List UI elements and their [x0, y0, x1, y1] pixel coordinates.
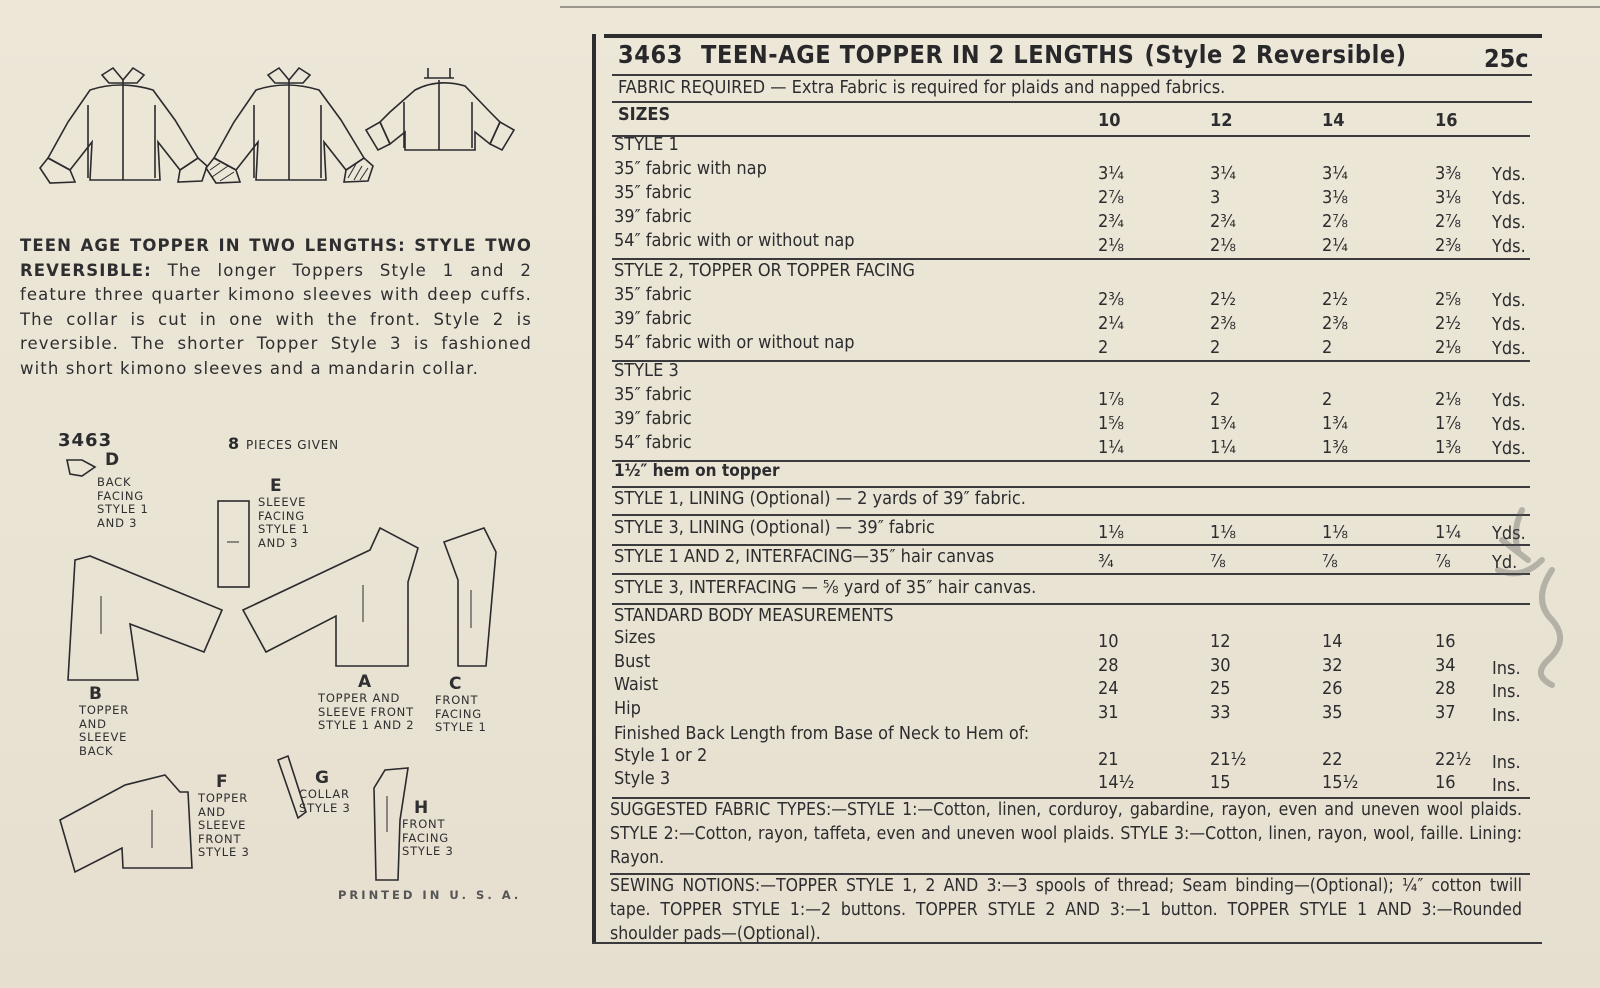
yardage-row-value: 2⅜ — [1435, 235, 1461, 256]
yardage-row-label: 54″ fabric with or without nap — [614, 230, 855, 251]
measurement-value: 25 — [1210, 678, 1231, 699]
yardage-row-value: 2¾ — [1210, 211, 1236, 232]
yardage-row-value: 3 — [1210, 187, 1221, 208]
rule — [612, 74, 1532, 76]
garment-sketches — [20, 50, 540, 200]
piece-b-label: B TOPPER AND SLEEVE BACK — [79, 684, 130, 758]
yardage-row-value: 1⅝ — [1098, 413, 1124, 434]
yardage-row-value: 2 — [1098, 337, 1109, 358]
section-heading: STYLE 2, TOPPER OR TOPPER FACING — [614, 260, 915, 281]
yardage-row-value: 2¼ — [1098, 313, 1124, 334]
rule — [612, 135, 1530, 137]
yardage-row-value: 3¼ — [1098, 163, 1124, 184]
yardage-row-label: 54″ fabric — [614, 432, 692, 453]
envelope-edge-line — [560, 6, 1600, 8]
piece-f-shape — [60, 775, 192, 872]
yardage-row-value: 2⅛ — [1210, 235, 1236, 256]
back-length-value: 16 — [1435, 772, 1456, 793]
measurement-value: 37 — [1435, 701, 1456, 723]
style3-lining-value: 1¼ — [1435, 522, 1461, 543]
description-heading: TEEN AGE TOPPER IN TWO LENGTHS: STYLE TWO REVERSIBLE: — [20, 236, 532, 280]
hem-note: 1½″ hem on topper — [614, 461, 780, 481]
back-length-unit: Ins. — [1492, 752, 1521, 773]
yardage-row-label: 39″ fabric — [614, 308, 692, 329]
yardage-row-label: 39″ fabric — [614, 206, 692, 227]
back-length-row-label: Style 1 or 2 — [614, 745, 708, 766]
pieces-given-text: PIECES GIVEN — [245, 438, 339, 452]
piece-h-label: H FRONT FACING STYLE 3 — [402, 798, 454, 858]
back-length-label: Finished Back Length from Base of Neck to Hem of: — [614, 723, 1030, 744]
piece-b-shape — [68, 556, 222, 680]
yardage-row-value: 2 — [1322, 389, 1333, 410]
yardage-row-value: 2½ — [1210, 289, 1236, 310]
yardage-row-value: 2⅛ — [1435, 389, 1461, 410]
yardage-row-value: 2⅜ — [1322, 313, 1348, 334]
yardage-row-label: 35″ fabric — [614, 384, 692, 405]
yardage-row-value: 3⅜ — [1435, 163, 1461, 184]
style1-lining-note: STYLE 1, LINING (Optional) — 2 yards of 39″ fabric. — [614, 488, 1026, 509]
sketch-style-1 — [40, 68, 207, 183]
yardage-row-unit: Yds. — [1492, 338, 1526, 359]
style12-interfacing-value: ⅞ — [1322, 551, 1338, 572]
style3-lining-value: 1⅛ — [1098, 522, 1124, 543]
pattern-number-label: 3463 — [58, 430, 113, 451]
measurement-value: 16 — [1435, 631, 1456, 652]
size-header: 12 — [1210, 110, 1233, 131]
style3-lining-value: 1⅛ — [1322, 522, 1348, 543]
yardage-row-value: 2⅞ — [1322, 211, 1348, 232]
yardage-row-value: 1⅞ — [1435, 413, 1461, 434]
measurement-label: Sizes — [614, 627, 656, 648]
measurement-value: 28 — [1435, 678, 1456, 699]
yardage-row-value: 3¼ — [1322, 163, 1348, 184]
printed-in-usa: PRINTED IN U. S. A. — [338, 888, 522, 902]
yardage-row-value: 1⅜ — [1322, 437, 1348, 458]
style3-lining-label: STYLE 3, LINING (Optional) — 39″ fabric — [614, 517, 935, 538]
piece-g-label: G COLLAR STYLE 3 — [299, 768, 351, 815]
yardage-row-value: 1⅞ — [1098, 389, 1124, 410]
yardage-row-value: 3⅛ — [1435, 187, 1461, 208]
style12-interfacing-value: ¾ — [1098, 551, 1114, 572]
yardage-row-value: 2 — [1210, 337, 1221, 358]
sketch-style-3 — [366, 68, 514, 150]
measurement-value: 24 — [1098, 678, 1119, 699]
yardage-row-label: 35″ fabric — [614, 284, 692, 305]
rule — [612, 101, 1532, 103]
yardage-row-value: 3¼ — [1210, 163, 1236, 184]
yardage-row-unit: Yds. — [1492, 314, 1526, 335]
style12-interfacing-value: ⅞ — [1435, 551, 1451, 572]
back-length-value: 21 — [1098, 749, 1119, 770]
back-length-value: 22½ — [1435, 749, 1472, 770]
yardage-row-value: 2 — [1322, 337, 1333, 358]
back-length-unit: Ins. — [1492, 775, 1521, 796]
size-header: 14 — [1322, 110, 1345, 131]
yardage-row-value: 2½ — [1322, 289, 1348, 310]
yardage-row-value: 1¾ — [1322, 413, 1348, 434]
back-length-value: 21½ — [1210, 749, 1247, 770]
yardage-row-unit: Yds. — [1492, 188, 1526, 209]
size-header: 16 — [1435, 110, 1458, 131]
back-length-value: 14½ — [1098, 772, 1135, 793]
yardage-row-value: 1¾ — [1210, 413, 1236, 434]
price: 25c — [1484, 44, 1529, 73]
chart-title — [618, 40, 1407, 69]
pattern-description — [20, 234, 532, 381]
piece-f-label: F TOPPER AND SLEEVE FRONT STYLE 3 — [198, 772, 250, 859]
measurement-label: Waist — [614, 674, 659, 695]
back-length-row-label: Style 3 — [614, 768, 671, 789]
yardage-row-value: 2⅛ — [1098, 235, 1124, 256]
style12-interfacing-value: ⅞ — [1210, 551, 1226, 572]
back-length-value: 15 — [1210, 772, 1231, 793]
measurement-unit: Ins. — [1492, 681, 1521, 702]
sketch-style-2 — [206, 68, 373, 183]
yardage-row-value: 1¼ — [1210, 437, 1236, 458]
suggested-fabric-types: SUGGESTED FABRIC TYPES:—STYLE 1:—Cotton, linen, corduroy, gabardine, rayon, even and uneven wool plaids. STYLE 2:—Cotton, rayon, taffeta, even and uneven wool plaids. STYLE 3:—Cotton, linen, rayon, wool, faille. Lining: Rayon. — [610, 800, 1522, 868]
yardage-row-label: 35″ fabric — [614, 182, 692, 203]
measurement-value: 33 — [1210, 701, 1231, 723]
piece-e-label: E SLEEVE FACING STYLE 1 AND 3 — [258, 476, 310, 550]
chart-subtitle: (Style 2 Reversible) — [1144, 40, 1407, 69]
back-length-value: 15½ — [1322, 772, 1359, 793]
yardage-row-value: 2⅜ — [1098, 289, 1124, 310]
style3-lining-value: 1⅛ — [1210, 522, 1236, 543]
yardage-row-value: 2¾ — [1098, 211, 1124, 232]
piece-d-label: D BACK FACING STYLE 1 AND 3 — [97, 450, 149, 530]
piece-e-shape — [218, 501, 249, 587]
yardage-row-unit: Yds. — [1492, 290, 1526, 311]
measurement-value: 14 — [1322, 631, 1343, 652]
style3-lining-unit: Yds. — [1492, 523, 1526, 544]
yardage-row-unit: Yds. — [1492, 212, 1526, 233]
yardage-row-value: 2⅞ — [1098, 187, 1124, 208]
yardage-row-unit: Yds. — [1492, 164, 1526, 185]
measurement-value: 10 — [1098, 631, 1119, 652]
yardage-row-value: 2⅝ — [1435, 289, 1461, 310]
measurement-label: Hip — [614, 697, 641, 719]
yardage-row-unit: Yds. — [1492, 414, 1526, 435]
rule — [612, 514, 1530, 516]
yardage-row-value: 2 — [1210, 389, 1221, 410]
chart-pattern-number: 3463 — [618, 40, 683, 69]
chart-title-text: TEEN-AGE TOPPER IN 2 LENGTHS — [701, 40, 1135, 69]
yardage-row-value: 1¼ — [1098, 437, 1124, 458]
sewing-notions: SEWING NOTIONS:—TOPPER STYLE 1, 2 AND 3:—3 spools of thread; Seam binding—(Optional); ¼″ cotton twill tape. TOPPER STYLE 1:—2 buttons. TOPPER STYLE 2 AND 3:—1 button. TOPPER STYLE 1 AND 3:—Rounded shoulder pads—(Optional). — [610, 876, 1522, 944]
piece-a-label: A TOPPER AND SLEEVE FRONT STYLE 1 AND 2 — [318, 672, 415, 732]
yardage-row-value: 1⅜ — [1435, 437, 1461, 458]
section-heading: STYLE 3 — [614, 360, 679, 381]
measurement-value: 32 — [1322, 654, 1343, 676]
yardage-row-label: 54″ fabric with or without nap — [614, 332, 855, 353]
yardage-row-value: 3⅛ — [1322, 187, 1348, 208]
style12-interfacing-unit: Yd. — [1492, 552, 1518, 573]
measurement-label: Bust — [614, 650, 651, 672]
measurement-unit: Ins. — [1492, 704, 1521, 726]
rule — [612, 360, 1530, 362]
measurement-value: 35 — [1322, 701, 1343, 723]
section-heading: STYLE 1 — [614, 134, 679, 155]
measurement-value: 28 — [1098, 654, 1119, 676]
yardage-row-value: 2¼ — [1322, 235, 1348, 256]
measurement-value: 30 — [1210, 654, 1231, 676]
yardage-row-value: 2½ — [1435, 313, 1461, 334]
description-body: The longer Toppers Style 1 and 2 feature three quarter kimono sleeves with deep cuffs. The collar is cut in one with the front. Style 2 is reversible. The shorter Topper Style 3 is fashioned with short kimono sleeves and a mandarin collar. — [20, 260, 532, 378]
yardage-row-label: 35″ fabric with nap — [614, 158, 767, 179]
body-measurements-heading: STANDARD BODY MEASUREMENTS — [614, 605, 894, 626]
yardage-row-value: 2⅜ — [1210, 313, 1236, 334]
measurement-value: 26 — [1322, 678, 1343, 699]
yardage-row-unit: Yds. — [1492, 390, 1526, 411]
rule — [612, 573, 1530, 575]
piece-c-label: C FRONT FACING STYLE 1 — [435, 674, 487, 734]
fabric-required-note: FABRIC REQUIRED — Extra Fabric is required for plaids and napped fabrics. — [618, 77, 1226, 98]
chart-top-rule — [604, 34, 1542, 38]
style3-interfacing-note: STYLE 3, INTERFACING — ⅝ yard of 35″ hair canvas. — [614, 577, 1037, 598]
yardage-row-label: 39″ fabric — [614, 408, 692, 429]
yardage-row-unit: Yds. — [1492, 438, 1526, 459]
measurement-unit: Ins. — [1492, 657, 1521, 679]
sizes-header-label: SIZES — [618, 104, 671, 125]
size-header: 10 — [1098, 110, 1121, 131]
yardage-row-value: 2⅞ — [1435, 211, 1461, 232]
yardage-row-value: 2⅛ — [1435, 337, 1461, 358]
piece-d-shape — [67, 460, 95, 476]
yardage-row-unit: Yds. — [1492, 236, 1526, 257]
style12-interfacing-label: STYLE 1 AND 2, INTERFACING—35″ hair canvas — [614, 546, 995, 567]
measurement-value: 12 — [1210, 631, 1231, 652]
measurement-value: 34 — [1435, 654, 1456, 676]
measurement-value: 31 — [1098, 701, 1119, 723]
piece-c-shape — [444, 528, 496, 666]
pieces-count: 8 — [228, 434, 240, 453]
handwritten-stamp-mark — [1482, 500, 1572, 690]
back-length-value: 22 — [1322, 749, 1343, 770]
